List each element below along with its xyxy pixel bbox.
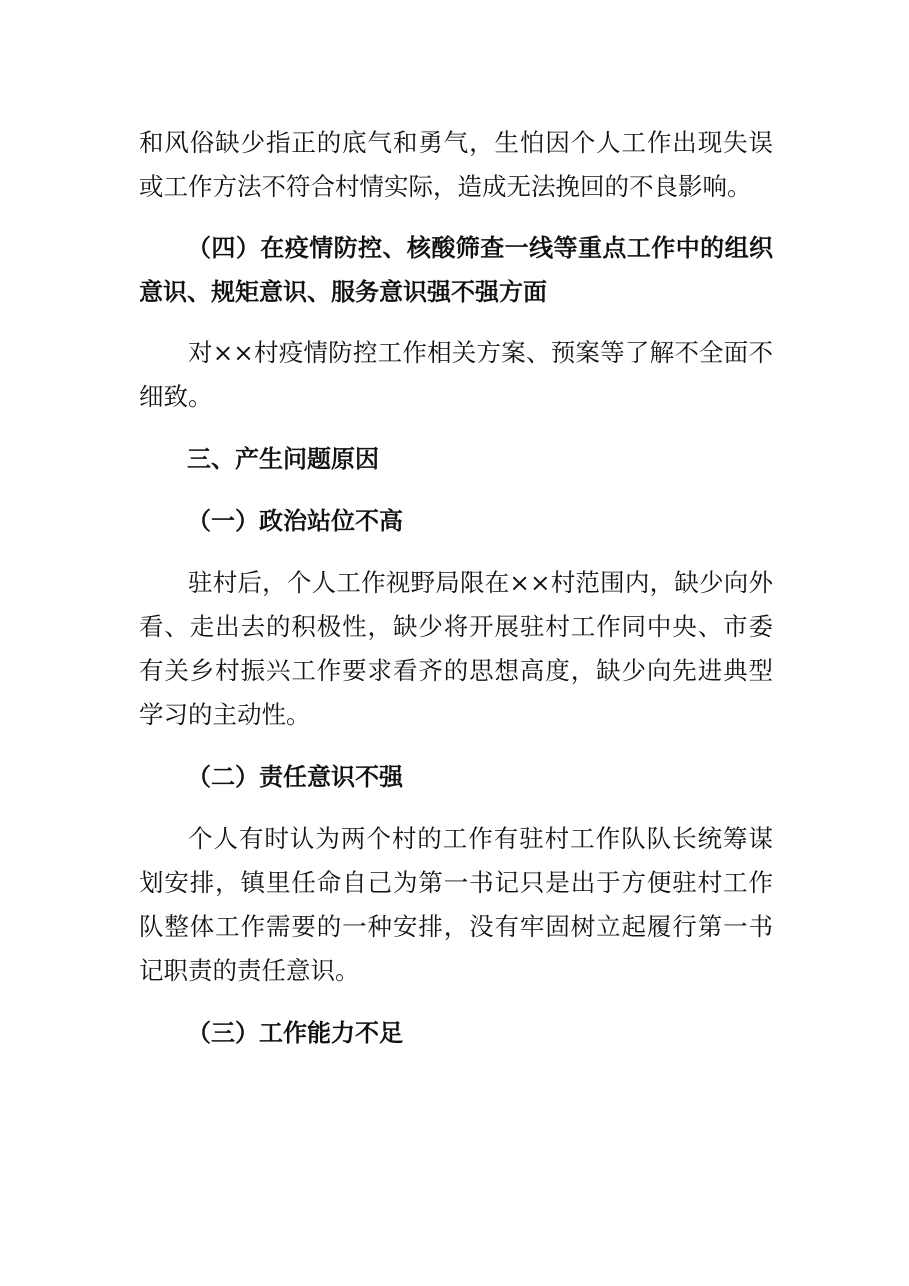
paragraph-responsibility: 个人有时认为两个村的工作有驻村工作队队长统筹谋划安排，镇里任命自己为第一书记只是出于方便驻村工作队整体工作需要的一种安排，没有牢固树立起履行第一书记职责的责任意识。 bbox=[139, 824, 773, 985]
paragraph-continued: 和风俗缺少指正的底气和勇气，生怕因个人工作出现失误或工作方法不符合村情实际，造成无法挽回的不良影响。 bbox=[139, 128, 773, 201]
section-heading-3: 三、产生问题原因 bbox=[187, 445, 379, 473]
subheading-3: （三）工作能力不足 bbox=[187, 1019, 403, 1047]
paragraph-political: 驻村后，个人工作视野局限在××村范围内，缺少向外看、走出去的积极性，缺少将开展驻村工作同中央、市委有关乡村振兴工作要求看齐的思想高度，缺少向先进典型学习的主动性。 bbox=[139, 568, 773, 729]
paragraph-epidemic: 对××村疫情防控工作相关方案、预案等了解不全面不细致。 bbox=[139, 338, 773, 411]
subheading-1: （一）政治站位不高 bbox=[187, 507, 403, 535]
subheading-2: （二）责任意识不强 bbox=[187, 763, 403, 791]
heading-item-4: （四）在疫情防控、核酸筛查一线等重点工作中的组织意识、规矩意识、服务意识强不强方面 bbox=[139, 234, 773, 306]
document-body bbox=[139, 121, 773, 1055]
